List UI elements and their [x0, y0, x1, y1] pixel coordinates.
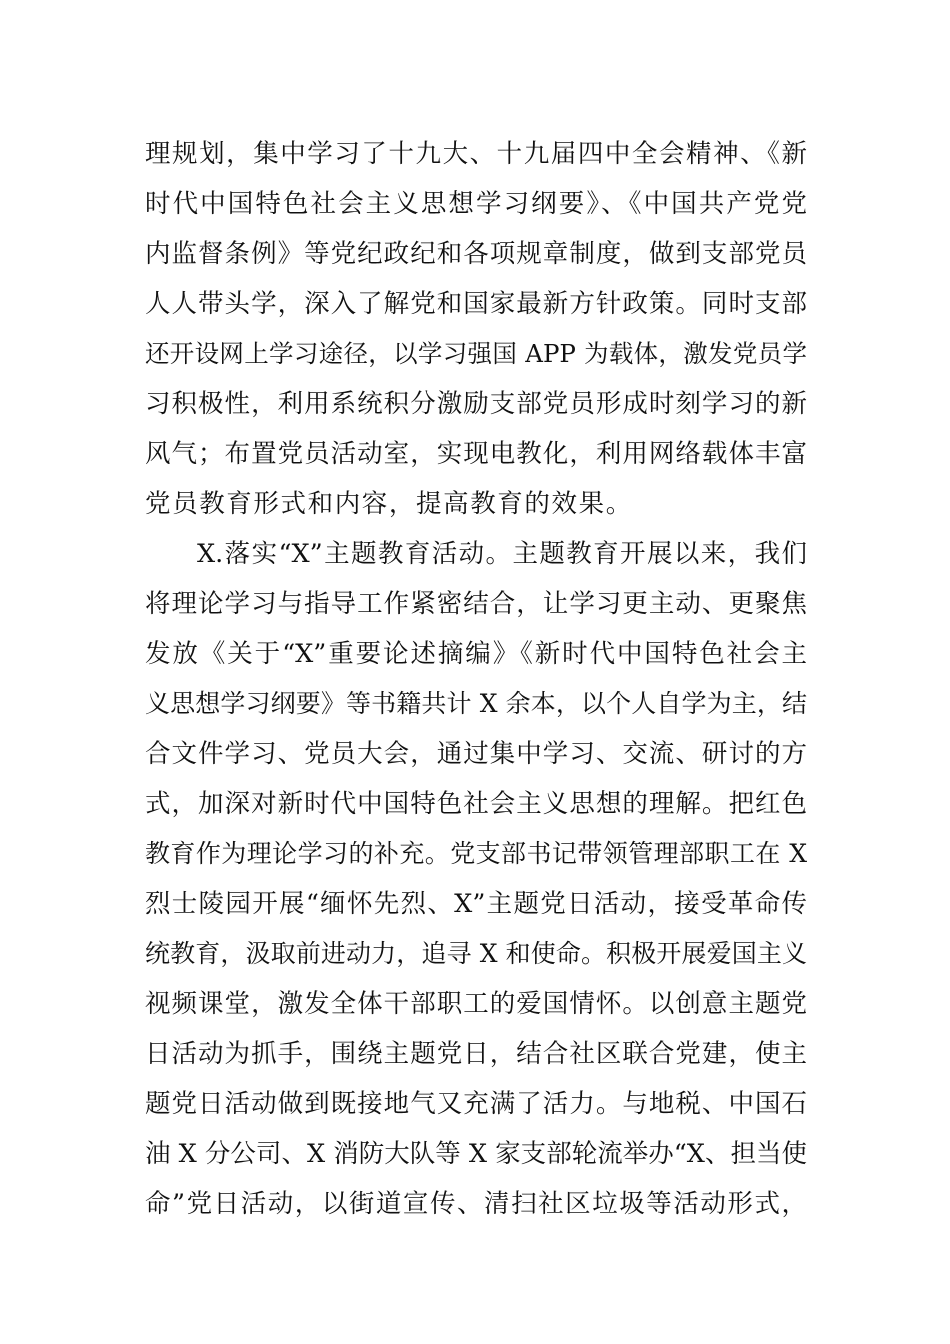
text-line: 教育作为理论学习的补充。党支部书记带领管理部职工在 X	[145, 839, 807, 868]
text-line: 命”党日活动，以街道宣传、清扫社区垃圾等活动形式，	[145, 1189, 807, 1219]
paragraph-first-line: X.落实“X”主题教育活动。主题教育开展以来，我们	[197, 539, 807, 569]
text-line: 党员教育形式和内容，提高教育的效果。	[145, 489, 633, 519]
text-line: 合文件学习、党员大会，通过集中学习、交流、研讨的方	[145, 739, 807, 769]
text-line: 理规划，集中学习了十九大、十九届四中全会精神、《新	[145, 139, 807, 169]
text-line: 题党日活动做到既接地气又充满了活力。与地税、中国石	[145, 1089, 807, 1119]
text-line: 发放《关于“X”重要论述摘编》《新时代中国特色社会主	[145, 639, 807, 669]
text-line: 义思想学习纲要》等书籍共计 X 余本，以个人自学为主，结	[145, 689, 807, 718]
text-line: 日活动为抓手，围绕主题党日，结合社区联合党建，使主	[145, 1039, 807, 1069]
text-line: 习积极性，利用系统积分激励支部党员形成时刻学习的新	[145, 389, 807, 419]
text-line: 烈士陵园开展“缅怀先烈、X”主题党日活动，接受革命传	[145, 889, 807, 919]
text-line: 统教育，汲取前进动力，追寻 X 和使命。积极开展爱国主义	[145, 939, 807, 968]
text-line: 内监督条例》等党纪政纪和各项规章制度，做到支部党员	[145, 239, 807, 269]
text-line: 时代中国特色社会主义思想学习纲要》、《中国共产党党	[145, 189, 807, 219]
text-line: 式，加深对新时代中国特色社会主义思想的理解。把红色	[145, 789, 807, 819]
text-line: 油 X 分公司、X 消防大队等 X 家支部轮流举办“X、担当使	[145, 1139, 807, 1169]
text-line: 人人带头学，深入了解党和国家最新方针政策。同时支部	[145, 289, 807, 319]
text-line: 还开设网上学习途径，以学习强国 APP 为载体，激发党员学	[145, 339, 807, 368]
text-line: 视频课堂，激发全体干部职工的爱国情怀。以创意主题党	[145, 989, 807, 1019]
text-line: 风气；布置党员活动室，实现电教化，利用网络载体丰富	[145, 439, 807, 469]
text-line: 将理论学习与指导工作紧密结合，让学习更主动、更聚焦	[145, 589, 807, 619]
